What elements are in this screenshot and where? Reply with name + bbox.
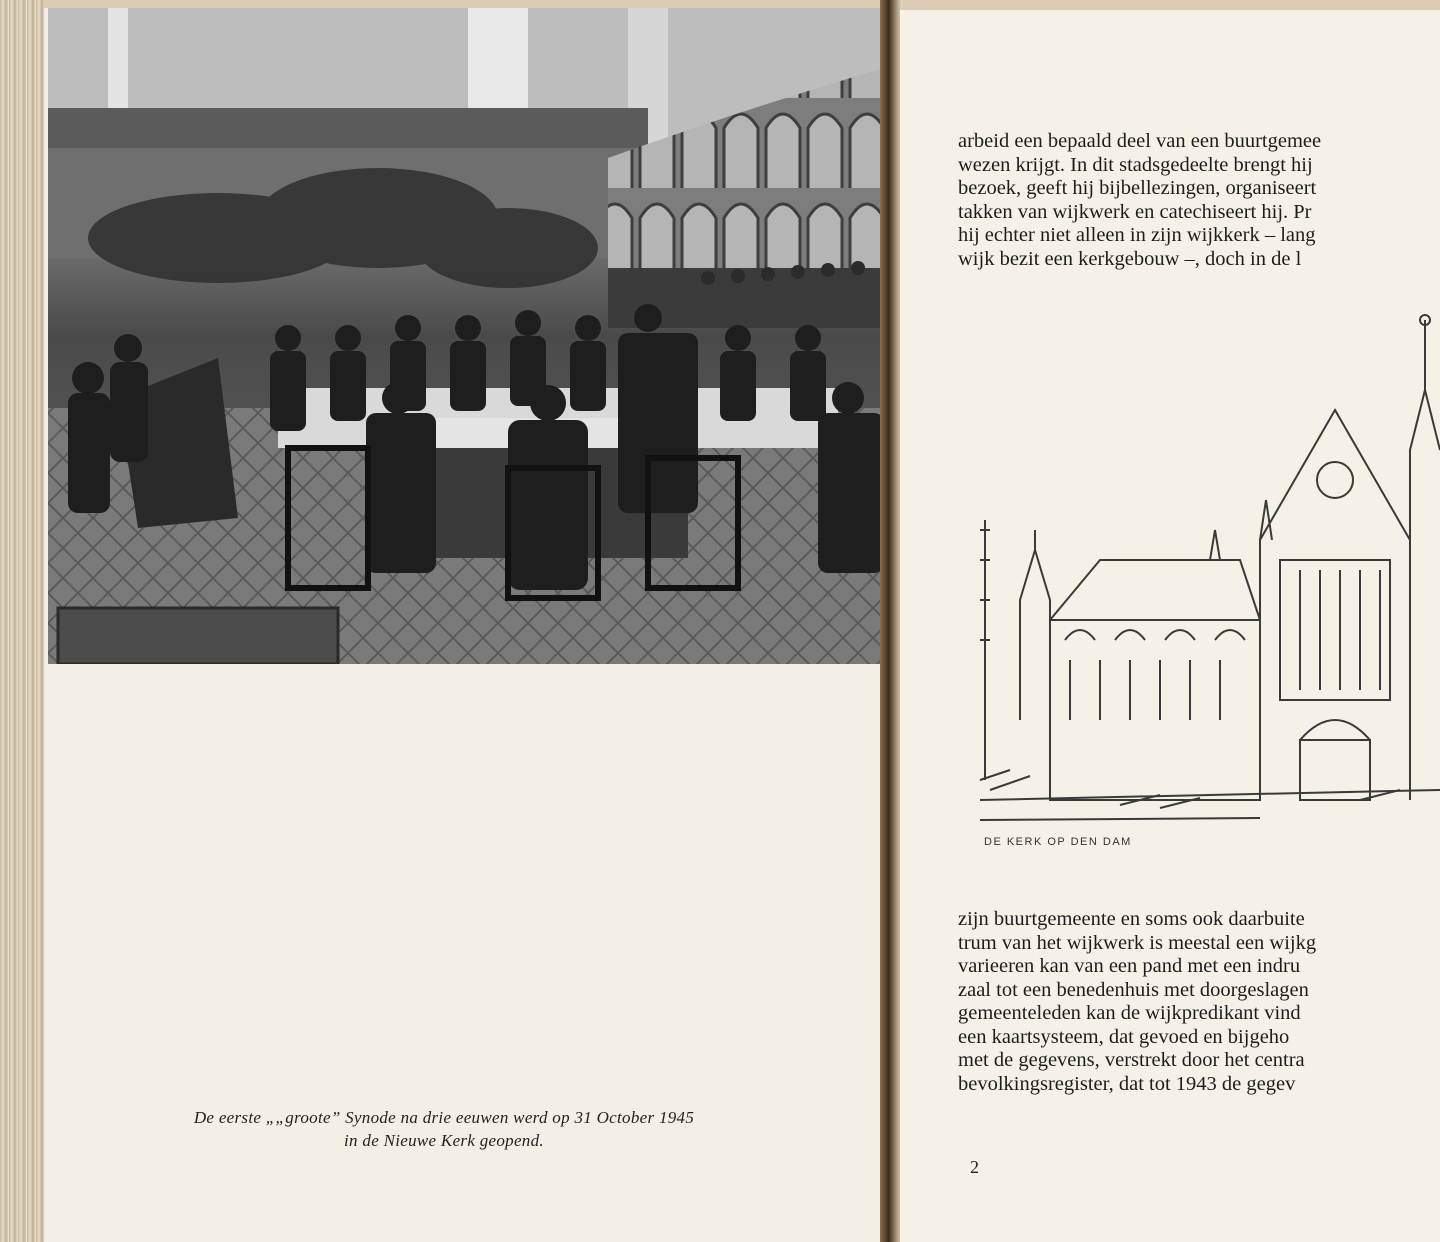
text-line: zaal tot een benedenhuis met doorgeslagen: [958, 978, 1309, 1001]
right-page: [900, 10, 1440, 1242]
caption-line-1: De eerste „„groote” Synode na drie eeuwen werd op 31 October 1945: [193, 1108, 695, 1127]
text-line: varieeren kan van een pand met een indru: [958, 955, 1301, 977]
church-drawing: [960, 300, 1440, 900]
text-line: een kaartsysteem, dat gevoed en bijgeho: [958, 1025, 1290, 1048]
text-line: wezen krijgt. In dit stadsgedeelte brengt hij: [958, 153, 1313, 176]
page-number: 2: [970, 1157, 979, 1177]
bottom-paragraph: [958, 908, 1440, 1096]
left-page: [44, 8, 886, 1242]
text-line: arbeid een bepaald deel van een buurtgemee: [958, 130, 1322, 152]
synod-photo: [48, 8, 884, 664]
text-line: trum van het wijkwerk is meestal een wijkg: [958, 931, 1317, 954]
photo-caption: [134, 1106, 754, 1152]
text-line: met de gegevens, verstrekt door het centra: [958, 1049, 1305, 1071]
text-line: bezoek, geeft hij bijbellezingen, organiseert: [958, 177, 1317, 199]
text-line: takken van wijkwerk en catechiseert hij. Pr: [958, 200, 1312, 223]
book-gutter: [880, 0, 902, 1242]
text-line: wijk bezit een kerkgebouw –, doch in de l: [958, 247, 1302, 270]
text-line: bevolkingsregister, dat tot 1943 de gegev: [958, 1072, 1296, 1095]
text-line: gemeenteleden kan de wijkpredikant vind: [958, 1002, 1301, 1024]
drawing-label: DE KERK OP DEN DAM: [984, 836, 1132, 848]
caption-line-2: in de Nieuwe Kerk geopend.: [344, 1131, 544, 1150]
text-line: hij echter niet alleen in zijn wijkkerk – lang: [958, 224, 1316, 246]
text-line: zijn buurtgemeente en soms ook daarbuite: [958, 908, 1305, 930]
top-paragraph: [958, 130, 1440, 271]
page-stack-edge: [0, 0, 44, 1242]
